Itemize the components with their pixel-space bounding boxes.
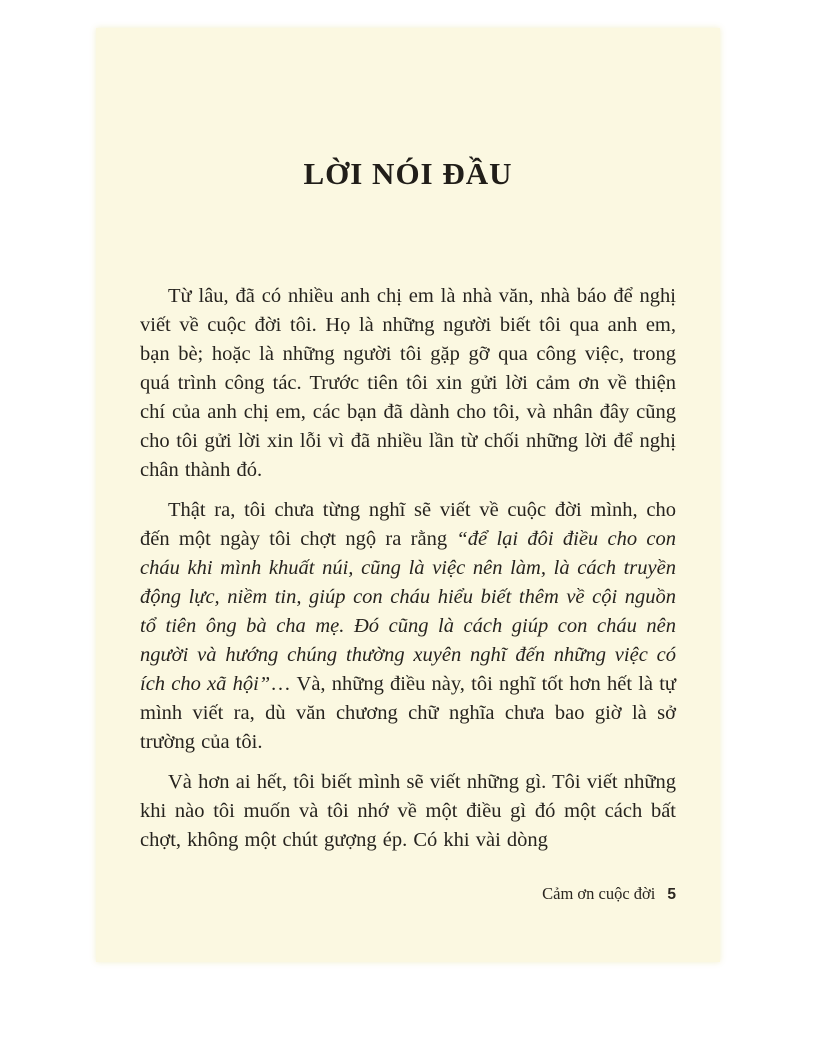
paragraph [140, 496, 676, 757]
text-run: Thật ra, tôi chưa từng nghĩ sẽ viết về cuộc đời mình, cho đến một ngày tôi chợt ngộ ra rằng [140, 499, 676, 550]
running-title: Cảm ơn cuộc đời [542, 884, 656, 903]
book-page [96, 28, 720, 962]
paragraph [140, 282, 676, 485]
text-run: … Và, những điều này, tôi nghĩ tốt hơn hết là tự mình viết ra, dù văn chương chữ nghĩa chưa bao giờ là sở trường của tôi. [140, 673, 677, 753]
page-number: 5 [667, 886, 676, 903]
chapter-title: LỜI NÓI ĐẦU [303, 156, 513, 191]
body-text [140, 282, 676, 866]
text-run: “để lại đôi điều cho con cháu khi mình khuất núi, cũng là việc nên làm, là cách truyền động lực, niềm tin, giúp con cháu hiểu biết thêm về cội nguồn tổ tiên ông bà cha mẹ. Đó cũng là cách giúp con cháu nên người và hướng chúng thường xuyên nghĩ đến những việc có ích cho xã hội” [140, 528, 676, 695]
text-run: Từ lâu, đã có nhiều anh chị em là nhà văn, nhà báo để nghị viết về cuộc đời tôi. Họ là những người biết tôi qua anh em, bạn bè; hoặc là những người tôi gặp gỡ qua công việc, trong quá trình công tác. Trước tiên tôi xin gửi lời cảm ơn về thiện chí của anh chị em, các bạn đã dành cho tôi, và nhân đây cũng cho tôi gửi lời xin lỗi vì đã nhiều lần từ chối những lời để nghị chân thành đó. [140, 285, 676, 481]
page-footer [140, 884, 676, 904]
text-run: Và hơn ai hết, tôi biết mình sẽ viết những gì. Tôi viết những khi nào tôi muốn và tôi nhớ về một điều gì đó một cách bất chợt, không một chút gượng ép. Có khi vài dòng [140, 771, 676, 851]
paragraph [140, 768, 676, 855]
